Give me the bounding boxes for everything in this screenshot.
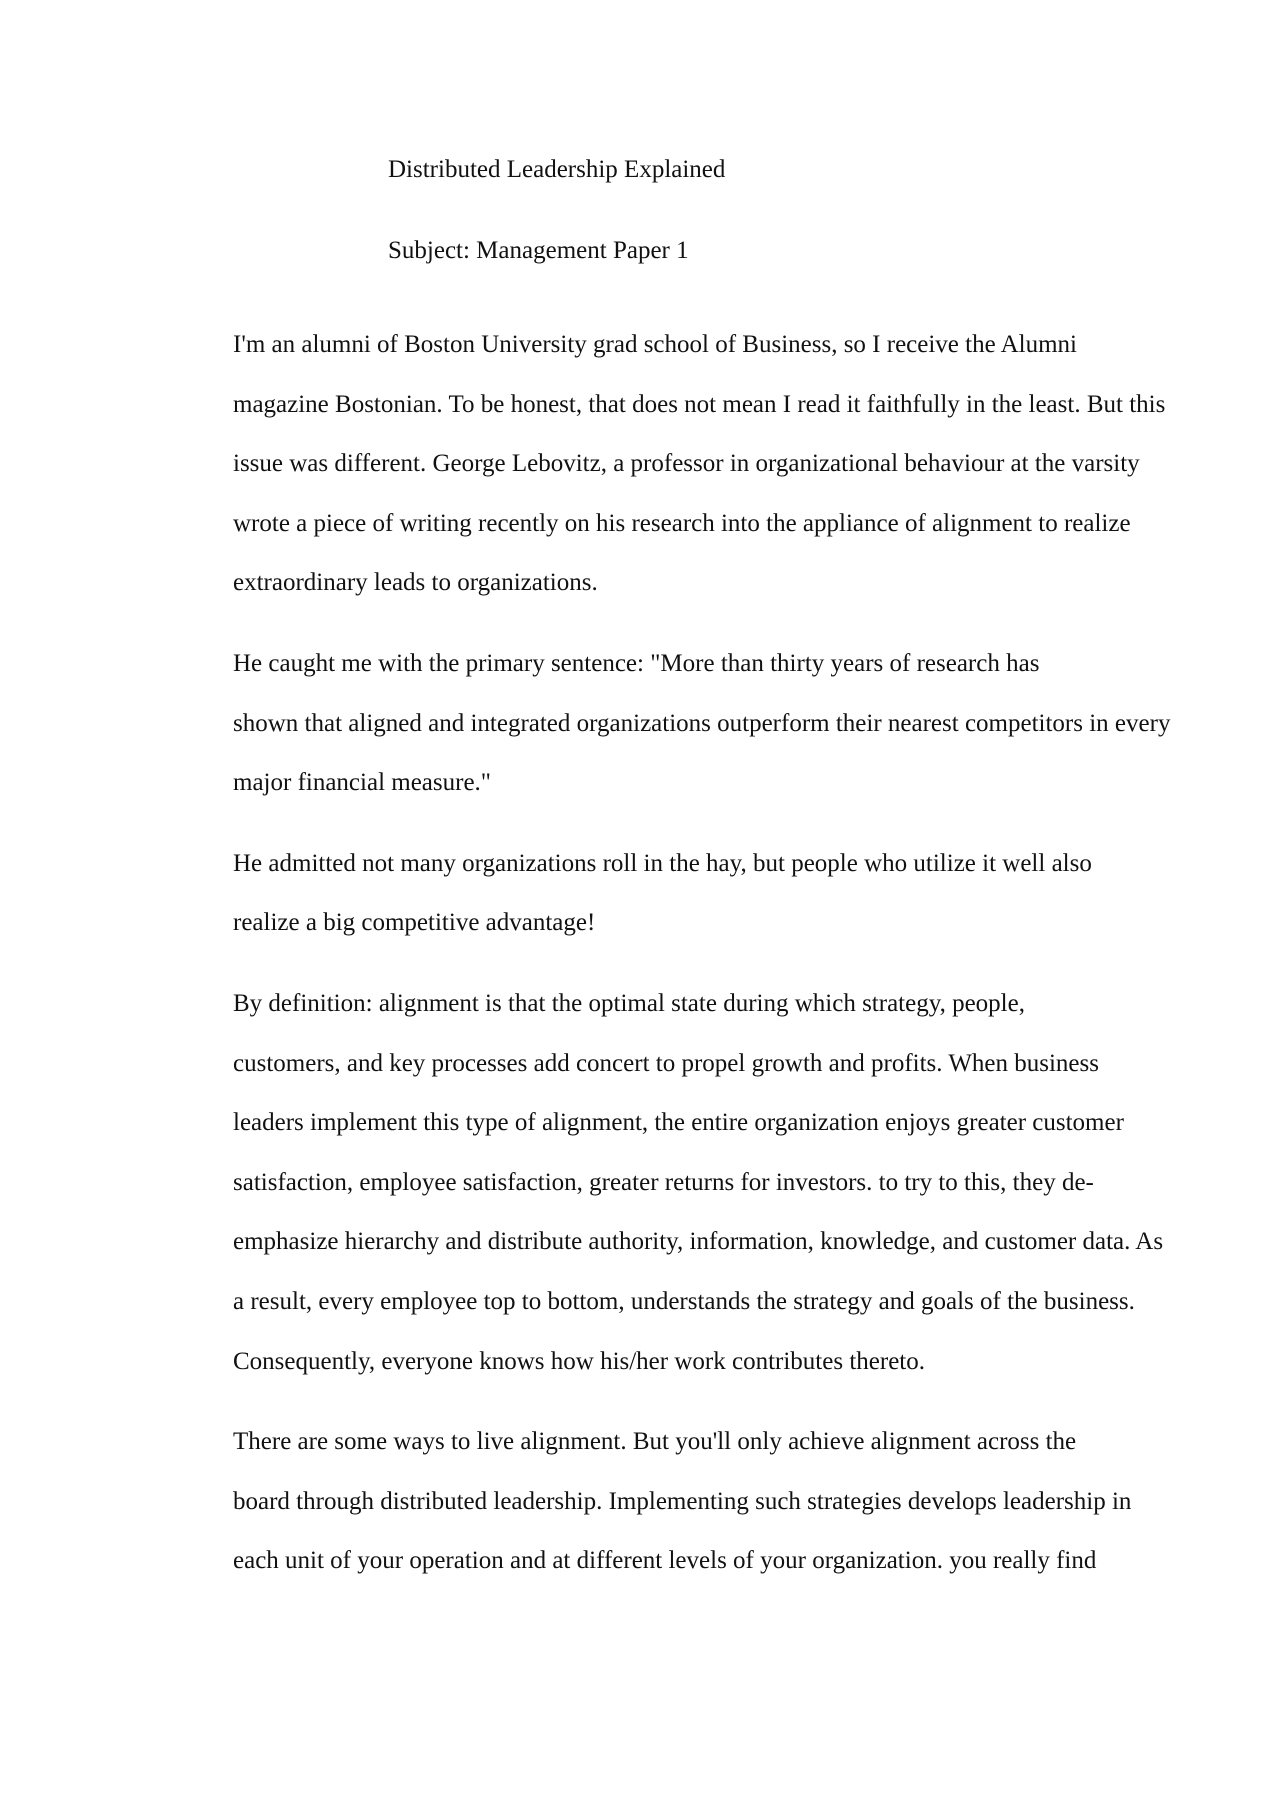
text-line: satisfaction, employee satisfaction, greater returns for investors. to try to this, they de- [233, 1168, 1094, 1196]
text-line: shown that aligned and integrated organizations outperform their nearest competitors in every [233, 709, 1171, 737]
paragraph-3 [155, 834, 1130, 953]
text-line: each unit of your operation and at different levels of your organization. you really find [233, 1547, 1097, 1575]
text-line: extraordinary leads to organizations. [233, 569, 598, 597]
text-line: I'm an alumni of Boston University grad school of Business, so I receive the Alumni [233, 331, 1077, 358]
text-line: major financial measure." [233, 769, 492, 797]
text-line: a result, every employee top to bottom, understands the strategy and goals of the business. [233, 1287, 1135, 1315]
paragraph-1 [155, 315, 1166, 613]
text-line: realize a big competitive advantage! [233, 909, 596, 937]
text-line: Consequently, everyone knows how his/her work contributes thereto. [233, 1347, 925, 1375]
text-line: leaders implement this type of alignment, the entire organization enjoys greater customer [233, 1109, 1124, 1137]
text-line: board through distributed leadership. Implementing such strategies develops leadership in [233, 1487, 1132, 1515]
text-line: He admitted not many organizations roll in the hay, but people who utilize it well also [233, 849, 1092, 877]
text-line: There are some ways to live alignment. But you'll only achieve alignment across the [233, 1428, 1077, 1456]
text-line: customers, and key processes add concert to propel growth and profits. When business [233, 1049, 1099, 1077]
document-subject: Subject: Management Paper 1 [388, 237, 689, 264]
paragraph-4 [155, 974, 1164, 1391]
text-line: magazine Bostonian. To be honest, that does not mean I read it faithfully in the least. But this [233, 390, 1166, 418]
document-body [155, 315, 1171, 1612]
document-title: Distributed Leadership Explained [388, 156, 726, 183]
paragraph-2 [155, 634, 1171, 813]
text-line: He caught me with the primary sentence: "More than thirty years of research has [233, 649, 1040, 677]
text-line: By definition: alignment is that the optimal state during which strategy, people, [233, 989, 1025, 1017]
paragraph-5 [155, 1412, 1130, 1591]
text-line: issue was different. George Lebovitz, a professor in organizational behaviour at the varsity [233, 450, 1140, 478]
text-line: wrote a piece of writing recently on his research into the appliance of alignment to realize [233, 509, 1131, 537]
text-line: emphasize hierarchy and distribute authority, information, knowledge, and customer data. As [233, 1228, 1164, 1256]
